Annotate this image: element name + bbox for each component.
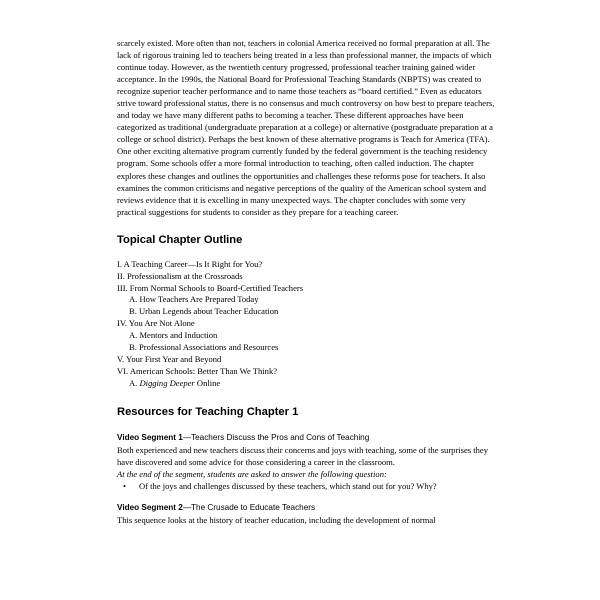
outline-item: IV. You Are Not Alone	[117, 318, 195, 329]
outline-subitem: A. Mentors and Induction	[129, 330, 218, 341]
video-segment-2-name: —The Crusade to Educate Teachers	[182, 502, 316, 512]
chapter-outline-list	[117, 259, 495, 390]
resources-heading: Resources for Teaching Chapter 1	[117, 405, 299, 418]
outline-item: III. From Normal Schools to Board-Certified Teachers	[117, 282, 304, 293]
video-segment-2-title	[117, 502, 495, 514]
video-segment-1-name: —Teachers Discuss the Pros and Cons of Teaching	[182, 432, 370, 442]
outline-subitem: A. How Teachers Are Prepared Today	[129, 294, 259, 305]
outline-item: I. A Teaching Career—Is It Right for You?	[117, 258, 263, 269]
outline-subitem: B. Professional Associations and Resources	[129, 342, 279, 353]
video-segment-1-description: Both experienced and new teachers discuss their concerns and joys with teaching, some of the surprises they have discovered and some advice for those considering a career in the classroom.	[117, 444, 488, 467]
outline-subitem-suffix: Online	[194, 377, 221, 388]
video-segment-1-prompt: At the end of the segment, students are asked to answer the following question:	[117, 468, 387, 479]
page-content	[117, 37, 495, 526]
video-segment-1-question	[117, 480, 495, 492]
outline-subitem-prefix: A.	[129, 377, 140, 388]
bullet-icon: •	[123, 480, 126, 491]
question-text: Of the joys and challenges discussed by these teachers, which stand out for you? Why?	[139, 480, 437, 491]
outline-subitem-italic: Digging Deeper	[139, 377, 195, 388]
video-segment-1-title	[117, 432, 495, 444]
outline-item: II. Professionalism at the Crossroads	[117, 270, 243, 281]
outline-subitem: B. Urban Legends about Teacher Education	[129, 306, 279, 317]
outline-subitem	[117, 378, 495, 390]
video-segment-1-label: Video Segment 1	[117, 432, 183, 442]
video-segment-2-label: Video Segment 2	[117, 502, 183, 512]
intro-paragraph: scarcely existed. More often than not, teachers in colonial America received no formal preparation at all. The lack of rigorous training led to teachers being treated in a less than professional manner, the impacts of which continue today. However, as the twentieth century progressed, professional teacher training gained wider acceptance. In the 1990s, the National Board for Professional Teaching Standards (NBPTS) was created to recognize superior teacher performance and to name those teachers as “board certified.” Even as educators strive toward professional status, there is no consensus and much controversy on how best to prepare teachers, and today we have many different paths to becoming a teacher. These different approaches have been categorized as traditional (undergraduate preparation at a college) or alternative (postgraduate preparation at a college or school district). Perhaps the best known of these alternative programs is Teach for America (TFA). One other exciting alternative program currently funded by the federal government is the teaching residency program. Some schools offer a more formal introduction to teaching, often called induction. The chapter explores these changes and outlines the opportunities and challenges these reforms pose for teachers. It also examines the common criticisms and negative perceptions of the quality of the American school system and reviews evidence that it is excelling in many unexpected ways. The chapter concludes with some very practical suggestions for students to consider as they prepare for a teaching career.	[117, 38, 495, 217]
outline-item: VI. American Schools: Better Than We Think?	[117, 365, 278, 376]
outline-heading: Topical Chapter Outline	[117, 233, 243, 246]
outline-item: V. Your First Year and Beyond	[117, 353, 222, 364]
video-segment-2-description: This sequence looks at the history of teacher education, including the development of normal	[117, 514, 436, 525]
